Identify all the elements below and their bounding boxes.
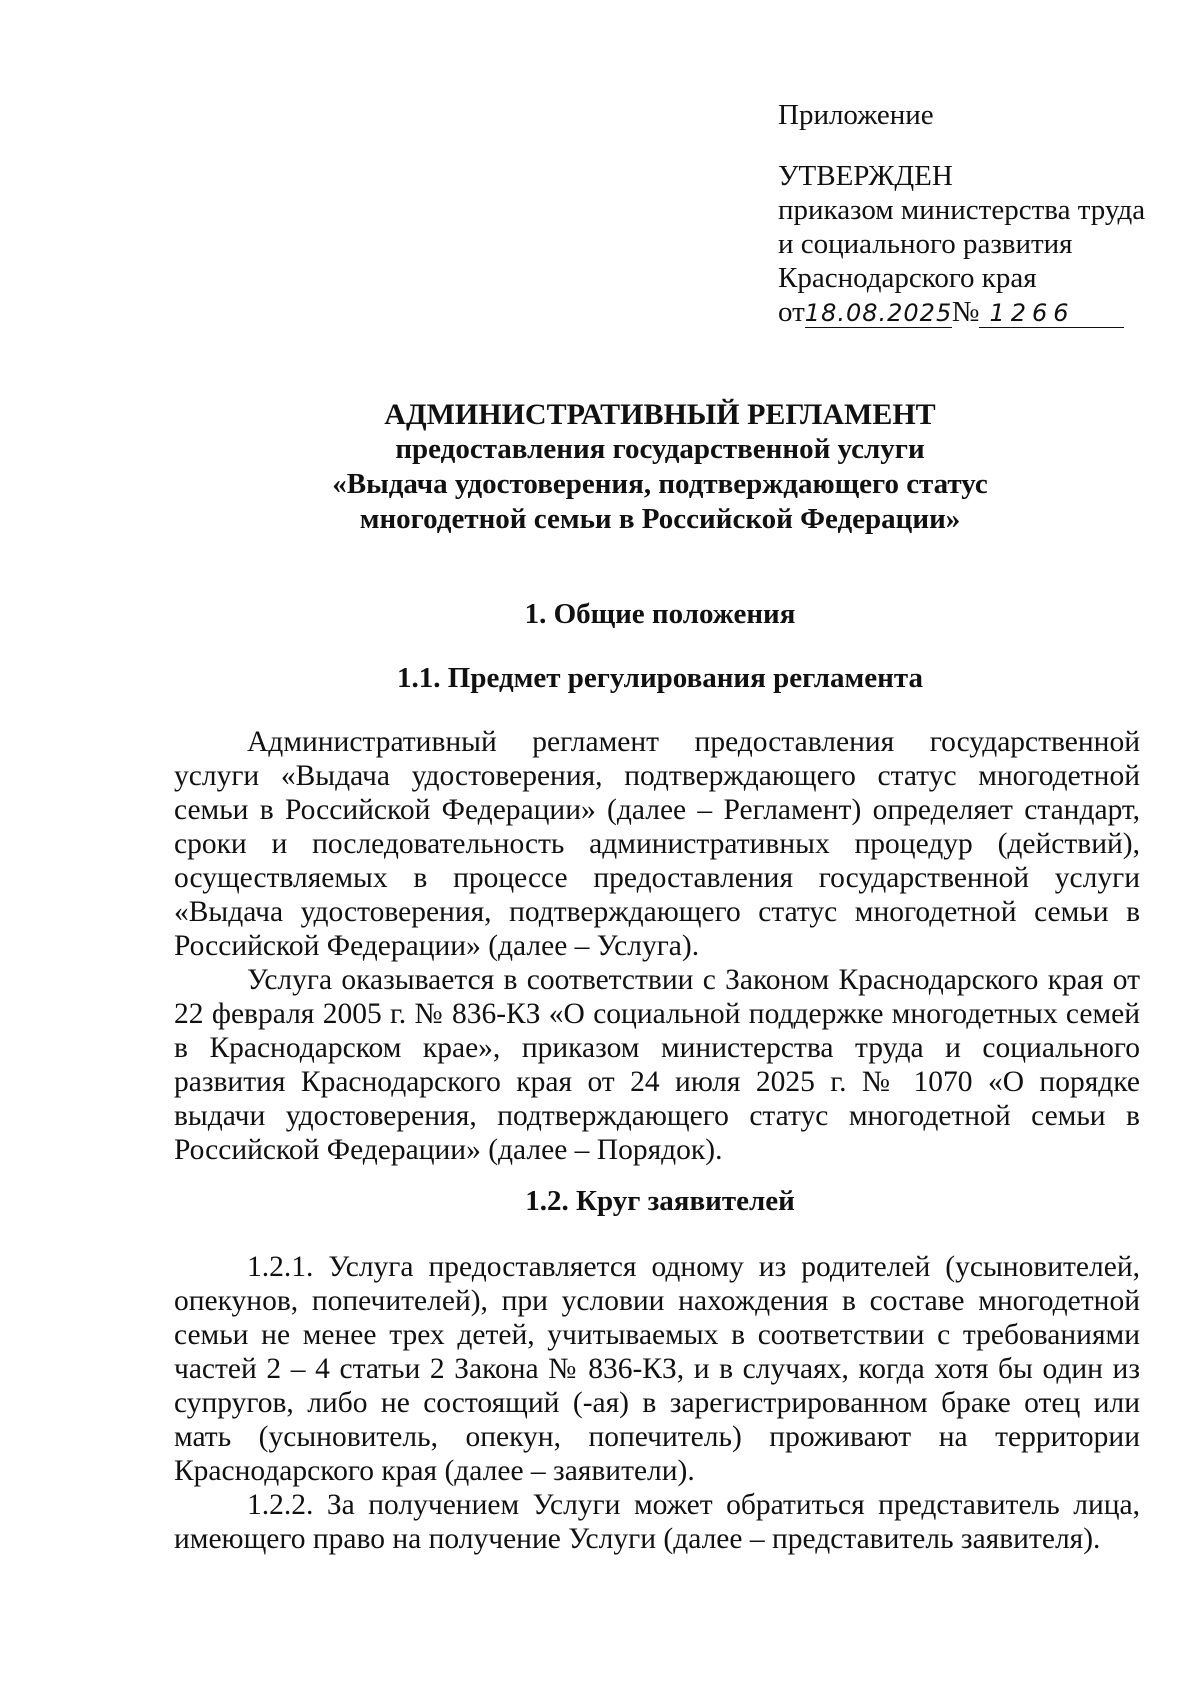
paragraph: Услуга оказывается в соответствии с Законом Краснодарского края от 22 февраля 2005 г. № 836-КЗ «О социальной поддержке многодетных семей в Краснодарском крае», приказом министерства труда и социального развития Краснодарского края от 24 июля 2025 г. № 1070 «О порядке выдачи удостоверения, подтверждающего статус многодетной семьи в Российской Федерации» (далее – Порядок).	[174, 964, 1140, 1166]
approval-date-line	[778, 295, 1145, 329]
title-line: предоставления государственной услуги	[395, 433, 925, 465]
approval-line: приказом министерства труда	[778, 194, 1146, 226]
paragraph: 1.2.1. Услуга предоставляется одному из родителей (усыновителей, опекунов, попечителей), при условии нахождения в составе многодетной семьи не менее трех детей, учитываемых в соответствии с требованиями частей 2 – 4 статьи 2 Закона № 836-КЗ, и в случаях, когда хотя бы один из супругов, либо не состоящий (-ая) в зарегистрированном браке отец или мать (усыновитель, опекун, попечитель) проживают на территории Краснодарского края (далее – заявители).	[174, 1251, 1140, 1487]
title-line: АДМИНИСТРАТИВНЫЙ РЕГЛАМЕНТ	[384, 398, 936, 431]
paragraph-block	[174, 1250, 1140, 1556]
approval-line: и социального развития	[778, 228, 1073, 260]
handwritten-number: 1266	[979, 299, 1124, 328]
subsection-heading: 1.2. Круг заявителей	[525, 1185, 795, 1217]
date-prefix: от	[778, 296, 805, 328]
section-heading: 1. Общие положения	[524, 598, 796, 630]
title-line: «Выдача удостоверения, подтверждающего статус	[332, 468, 988, 500]
approval-line: Краснодарского края	[778, 262, 1037, 294]
handwritten-date: 18.08.2025	[804, 299, 953, 327]
appendix-label: Приложение	[778, 99, 934, 131]
approval-block	[778, 98, 1145, 329]
paragraph: Административный регламент предоставления государственной услуги «Выдача удостоверения, подтверждающего статус многодетной семьи в Российской Федерации» (далее – Регламент) определяет стандарт, сроки и последовательность административных процедур (действий), осуществляемых в процессе предоставления государственной услуги «Выдача удостоверения, подтверждающего статус многодетной семьи в Российской Федерации» (далее – Услуга).	[174, 726, 1140, 962]
title-line: многодетной семьи в Российской Федерации»	[359, 503, 961, 535]
number-prefix: №	[951, 296, 980, 328]
document-title	[110, 397, 1200, 537]
approved-label: УТВЕРЖДЕН	[778, 160, 953, 192]
paragraph-block	[174, 725, 1140, 1167]
paragraph: 1.2.2. За получением Услуги может обратиться представитель лица, имеющего право на получение Услуги (далее – представитель заявителя).	[174, 1489, 1140, 1555]
subsection-heading: 1.1. Предмет регулирования регламента	[397, 662, 923, 694]
